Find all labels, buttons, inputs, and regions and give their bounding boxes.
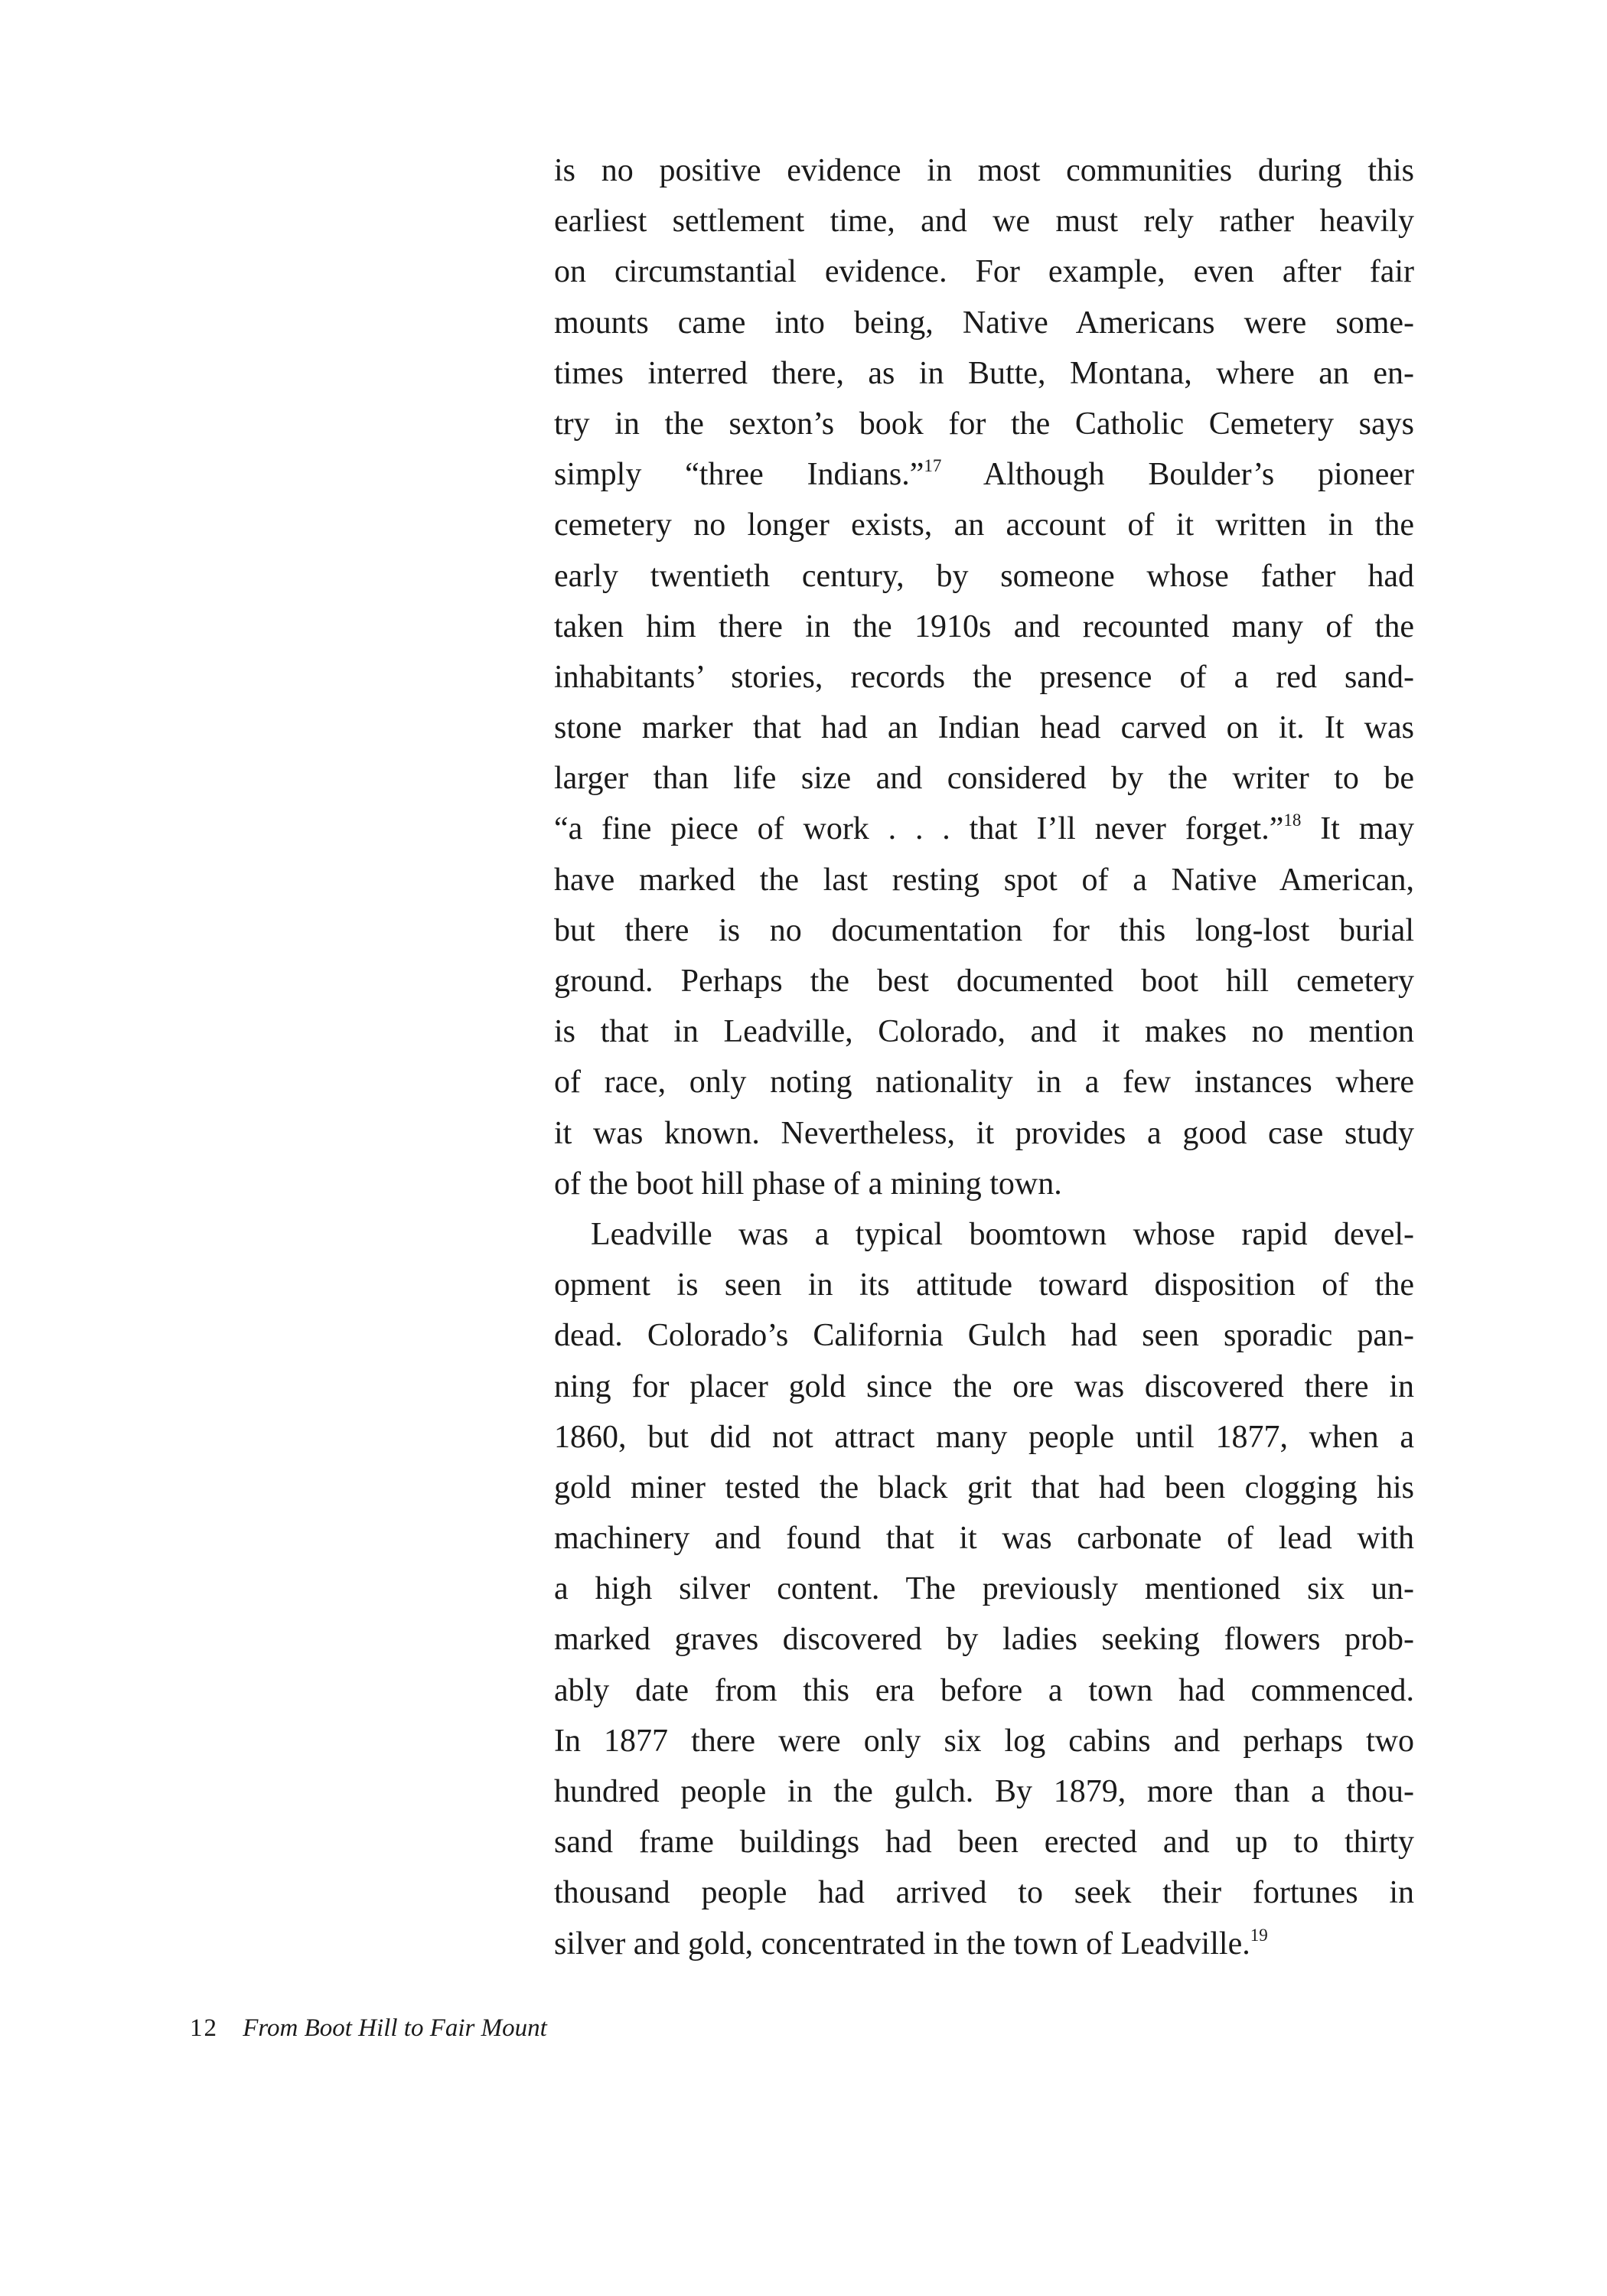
text-line: [554, 1209, 1414, 1260]
footnote-marker[interactable]: 18: [1283, 810, 1302, 830]
line-text: simply “three Indians.”: [554, 457, 924, 493]
text-line: [554, 1919, 1414, 1969]
text-line: [554, 855, 1414, 905]
text-line: [554, 500, 1414, 550]
page-number: 12: [190, 2014, 218, 2042]
line-text: Although Boulder’s pioneer: [941, 457, 1414, 493]
text-line: [554, 1310, 1414, 1361]
line-text: mounts came into being, Native Americans were some-: [554, 305, 1414, 341]
text-line: [554, 348, 1414, 399]
line-text: thousand people had arrived to seek their fortunes in: [554, 1875, 1414, 1911]
line-text: opment is seen in its attitude toward disposition of the: [554, 1267, 1414, 1303]
line-text: hundred people in the gulch. By 1879, more than a thou-: [554, 1774, 1414, 1809]
text-line: [554, 1665, 1414, 1716]
text-line: [554, 1260, 1414, 1310]
text-line: [554, 1867, 1414, 1918]
text-line: [554, 1412, 1414, 1463]
text-line: [554, 1006, 1414, 1057]
text-line: [554, 1716, 1414, 1766]
line-text: Leadville was a typical boomtown whose rapid devel-: [591, 1216, 1414, 1252]
line-text: ground. Perhaps the best documented boot hill cemetery: [554, 964, 1414, 999]
text-line: [554, 1159, 1414, 1209]
text-line: [554, 551, 1414, 602]
running-footer: [190, 2014, 547, 2043]
line-text: taken him there in the 1910s and recounted many of the: [554, 608, 1414, 644]
text-line: [554, 1564, 1414, 1614]
line-text: on circumstantial evidence. For example, even after fair: [554, 254, 1414, 290]
text-line: [554, 145, 1414, 196]
text-line: [554, 1362, 1414, 1412]
text-line: [554, 1108, 1414, 1159]
line-text: early twentieth century, by someone whose father had: [554, 558, 1414, 594]
text-line: [554, 1463, 1414, 1513]
text-line: [554, 1766, 1414, 1817]
line-text: silver and gold, concentrated in the town of Leadville.: [554, 1926, 1250, 1962]
text-line: [554, 1057, 1414, 1107]
line-text: “a fine piece of work . . . that I’ll never forget.”: [554, 811, 1284, 847]
text-line: [554, 399, 1414, 449]
line-text: stone marker that had an Indian head carved on it. It was: [554, 710, 1414, 746]
text-line: [554, 602, 1414, 652]
text-line: [554, 753, 1414, 804]
text-line: [554, 1614, 1414, 1665]
line-text: try in the sexton’s book for the Catholic Cemetery says: [554, 406, 1414, 442]
line-text: of the boot hill phase of a mining town.: [554, 1166, 1062, 1202]
text-line: [554, 956, 1414, 1006]
line-text: In 1877 there were only six log cabins and perhaps two: [554, 1723, 1414, 1759]
line-text: It may: [1301, 811, 1415, 847]
text-line: [554, 652, 1414, 703]
text-line: [554, 196, 1414, 246]
line-text: cemetery no longer exists, an account of it written in the: [554, 507, 1414, 543]
text-line: [554, 905, 1414, 956]
body-text: [554, 145, 1414, 1969]
text-line: [554, 1817, 1414, 1867]
line-text: marked graves discovered by ladies seeking flowers prob-: [554, 1622, 1414, 1658]
footnote-marker[interactable]: 19: [1250, 1925, 1268, 1945]
line-text: ably date from this era before a town had commenced.: [554, 1672, 1414, 1708]
line-text: it was known. Nevertheless, it provides a good case study: [554, 1115, 1414, 1151]
line-text: inhabitants’ stories, records the presence of a red sand-: [554, 659, 1414, 695]
line-text: of race, only noting nationality in a few instances where: [554, 1065, 1414, 1101]
text-line: [554, 298, 1414, 348]
text-line: [554, 449, 1414, 500]
line-text: but there is no documentation for this long-lost burial: [554, 912, 1414, 948]
line-text: is no positive evidence in most communities during this: [554, 153, 1414, 188]
line-text: larger than life size and considered by the writer to be: [554, 761, 1414, 797]
paragraph-1: [554, 145, 1414, 1209]
paragraph-2: [554, 1209, 1414, 1969]
line-text: ning for placer gold since the ore was discovered there in: [554, 1368, 1414, 1404]
running-book-title: From Boot Hill to Fair Mount: [243, 2014, 547, 2042]
line-text: 1860, but did not attract many people until 1877, when a: [554, 1419, 1414, 1455]
line-text: is that in Leadville, Colorado, and it makes no mention: [554, 1014, 1414, 1050]
line-text: sand frame buildings had been erected and up to thirty: [554, 1825, 1414, 1861]
line-text: machinery and found that it was carbonate of lead with: [554, 1521, 1414, 1557]
line-text: have marked the last resting spot of a Native American,: [554, 862, 1414, 898]
text-line: [554, 246, 1414, 297]
footnote-marker[interactable]: 17: [924, 456, 942, 476]
line-text: dead. Colorado’s California Gulch had seen sporadic pan-: [554, 1318, 1414, 1354]
line-text: earliest settlement time, and we must rely rather heavily: [554, 204, 1414, 240]
text-line: [554, 804, 1414, 854]
text-line: [554, 703, 1414, 753]
line-text: gold miner tested the black grit that had been clogging his: [554, 1469, 1414, 1505]
text-line: [554, 1513, 1414, 1564]
line-text: times interred there, as in Butte, Montana, where an en-: [554, 355, 1414, 391]
line-text: a high silver content. The previously mentioned six un-: [554, 1571, 1414, 1607]
